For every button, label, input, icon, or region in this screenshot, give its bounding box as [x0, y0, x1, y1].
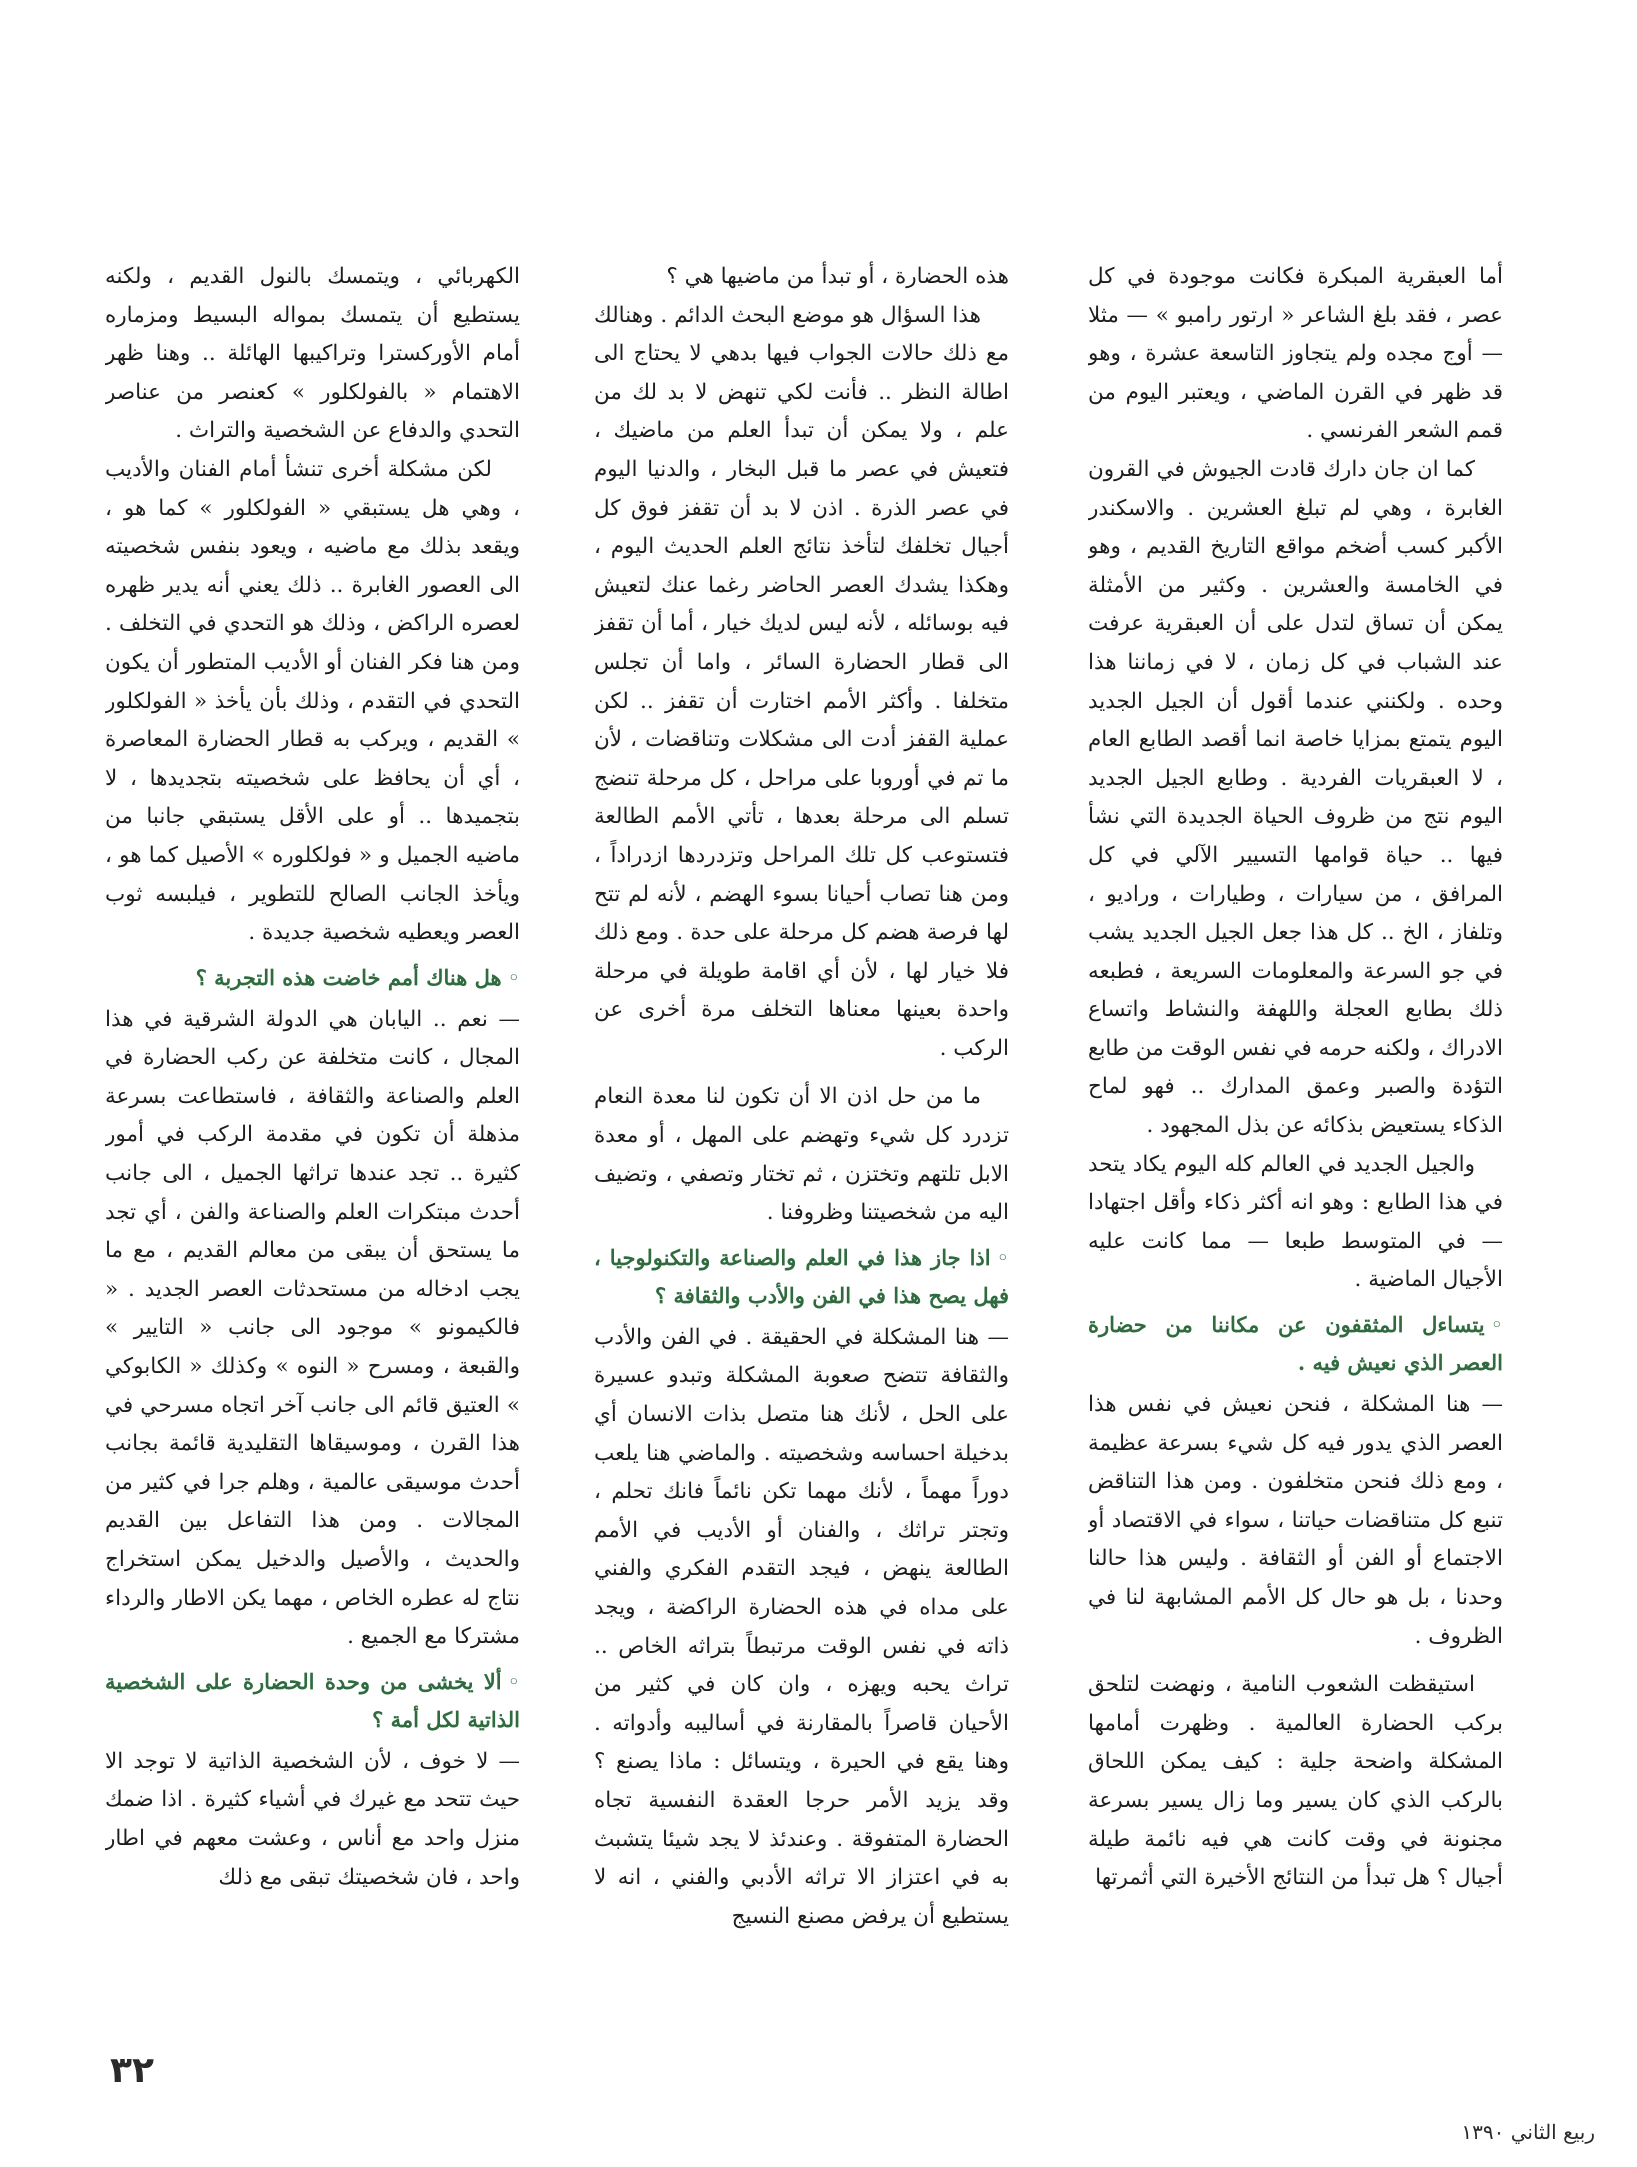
paragraph: — نعم .. اليابان هي الدولة الشرقية في هذا المجال ، كانت متخلفة عن ركب الحضارة في العلم والصناعة والثقافة ، فاستطاعت بسرعة مذهلة أن تكون في مقدمة الركب في أمور كثيرة .. تجد عندها تراثها الجميل ، الى جانب أحدث مبتكرات العلم والصناعة والفن ، أي تجد ما يستحق أن يبقى من معالم القديم ، مع ما يجب ادخاله من مستحدثات العصر الجديد . « فالكيمونو » موجود الى جانب « التايير » والقبعة ، ومسرح « النوه » وكذلك « الكابوكي » العتيق قائم الى جانب آخر اتجاه مسرحي في هذا القرن ، وموسيقاها التقليدية قائمة بجانب أحدث موسيقى عالمية ، وهلم جرا في كثير من المجالات . ومن هذا التفاعل بين القديم والحديث ، والأصيل والدخيل يمكن استخراج نتاج له عطره الخاص ، مهما يكن الاطار والرداء مشتركا مع الجميع . — [105, 1006, 520, 1650]
text-column-middle — [594, 258, 1009, 1998]
paragraph: الكهربائي ، ويتمسك بالنول القديم ، ولكنه يستطيع أن يتمسك بمواله البسيط ومزماره أمام الأوركسترا وتراكيبها الهائلة .. وهنا ظهر الاهتمام « بالفولكلور » كعنصر من عناصر التحدي والدفاع عن الشخصية والتراث . — [105, 264, 520, 444]
interview-question — [1088, 1306, 1503, 1382]
paragraph: — هنا المشكلة ، فنحن نعيش في نفس هذا العصر الذي يدور فيه كل شيء بسرعة عظيمة ، ومع ذلك فنحن متخلفون . ومن هذا التناقض تنبع كل متناقضات حياتنا ، سواء في الاقتصاد أو الاجتماع أو الفن أو الثقافة . وليس هذا حالنا وحدنا ، بل هو حال كل الأمم المشابهة لنا في الظروف . — [1088, 1392, 1503, 1649]
paragraph: كما ان جان دارك قادت الجيوش في القرون الغابرة ، وهي لم تبلغ العشرين . والاسكندر الأكبر كسب أضخم مواقع التاريخ القديم ، وهو في الخامسة والعشرين . وكثير من الأمثلة يمكن أن تساق لتدل على أن العبقرية عرفت عند الشباب في كل زمان ، لا في زماننا هذا وحده . ولكنني عندما أقول أن الجيل الجديد اليوم يتمتع بمزايا خاصة انما أقصد الطابع العام ، لا العبقريات الفردية . وطابع الجيل الجديد اليوم نتج من ظروف الحياة الجديدة التي نشأ فيها .. حياة قوامها التسيير الآلي في كل المرافق ، من سيارات ، وطيارات ، وراديو ، وتلفاز ، الخ .. كل هذا جعل الجيل الجديد يشب في جو السرعة والمعلومات السريعة ، فطبعه ذلك بطابع العجلة واللهفة والنشاط واتساع الادراك ، ولكنه حرمه في نفس الوقت من طابع التؤدة والصبر وعمق المدارك .. فهو لماح الذكاء يستعيض بذكائه عن بذل المجهود . — [1088, 456, 1503, 1139]
question-text: ألا يخشى من وحدة الحضارة على الشخصية الذاتية لكل أمة ؟ — [105, 1668, 520, 1732]
paragraph: — لا خوف ، لأن الشخصية الذاتية لا توجد الا حيث تتحد مع غيرك في أشياء كثيرة . اذا ضمك منزل واحد مع أناس ، وعشت معهم في اطار واحد ، فان شخصيتك تبقى مع ذلك — [105, 1748, 520, 1890]
interview-question — [105, 959, 520, 997]
paragraph: والجيل الجديد في العالم كله اليوم يكاد يتحد في هذا الطابع : وهو انه أكثر ذكاء وأقل اجتهادا — في المتوسط طبعا — مما كانت عليه الأجيال الماضية . — [1088, 1151, 1503, 1293]
page-number: ٣٢ — [110, 2050, 154, 2091]
paragraph: ما من حل اذن الا أن تكون لنا معدة النعام تزدرد كل شيء وتهضم على المهل ، أو معدة الابل تلتهم وتختزن ، ثم تختار وتصفي ، وتضيف اليه من شخصيتنا وظروفنا . — [594, 1084, 1009, 1226]
paragraph: هذه الحضارة ، أو تبدأ من ماضيها هي ؟ — [666, 264, 1009, 289]
paragraph: — هنا المشكلة في الحقيقة . في الفن والأدب والثقافة تتضح صعوبة المشكلة وتبدو عسيرة على الحل ، لأنك هنا متصل بذات الانسان أي بدخيلة احساسه وشخصيته . والماضي هنا يلعب دوراً مهماً ، لأنك مهما تكن نائماً فانك تحلم ، وتجتر تراثك ، والفنان أو الأديب في الأمم الطالعة ينهض ، فيجد التقدم الفكري والفني على مداه في هذه الحضارة الراكضة ، ويجد ذاته في نفس الوقت مرتبطاً بتراثه الخاص .. تراث يحبه ويهزه ، وان كان في كثير من الأحيان قاصراً بالمقارنة في أساليبه وأدواته . وهنا يقع في الحيرة ، ويتسائل : ماذا يصنع ؟ وقد يزيد الأمر حرجا العقدة النفسية تجاه الحضارة المتفوقة . وعندئذ لا يجد شيئا يتشبث به في اعتزاز الا تراثه الأدبي والفني ، انه لا يستطيع أن يرفض مصنع النسيج — [594, 1324, 1009, 1929]
text-column-left — [105, 258, 520, 1998]
question-text: يتساءل المثقفون عن مكاننا من حضارة العصر الذي نعيش فيه . — [1088, 1312, 1503, 1376]
paragraph: هذا السؤال هو موضع البحث الدائم . وهنالك مع ذلك حالات الجواب فيها بدهي لا يحتاج الى اطالة النظر .. فأنت لكي تنهض لا بد لك من علم ، ولا يمكن أن تبدأ العلم من ماضيك ، فتعيش في عصر ما قبل البخار ، والدنيا اليوم في عصر الذرة . اذن لا بد أن تقفز فوق كل أجيال تخلفك لتأخذ نتائج العلم الحديث اليوم ، وهكذا يشدك العصر الحاضر رغما عنك لتعيش فيه بوسائله ، لأنه ليس لديك خيار ، أما أن تقفز الى قطار الحضارة السائر ، واما أن تجلس متخلفا . وأكثر الأمم اختارت أن تقفز .. لكن عملية القفز أدت الى مشكلات وتناقضات ، لأن ما تم في أوروبا على مراحل ، كل مرحلة تنضج تسلم الى مرحلة بعدها ، تأتي الأمم الطالعة فتستوعب كل تلك المراحل وتزدردها ازدراداً ، ومن هنا تصاب أحيانا بسوء الهضم ، لأنه لم تتح لها فرصة هضم كل مرحلة على حدة . ومع ذلك فلا خيار لها ، لأن أي اقامة طويلة في مرحلة واحدة بعينها معناها التخلف مرة أخرى عن الركب . — [594, 302, 1009, 1061]
bullet-marker-icon: ◦ — [507, 1668, 520, 1694]
bullet-marker-icon: ◦ — [1490, 1312, 1503, 1338]
bullet-marker-icon: ◦ — [507, 964, 520, 990]
issue-footer: ربيع الثاني ١٣٩٠ — [1461, 2120, 1595, 2144]
question-text: هل هناك أمم خاضت هذه التجربة ؟ — [195, 964, 502, 990]
paragraph: استيقظت الشعوب النامية ، ونهضت لتلحق بركب الحضارة العالمية . وظهرت أمامها المشكلة واضحة جلية : كيف يمكن اللحاق بالركب الذي كان يسير وما زال يسير بسرعة مجنونة في وقت كانت هي فيه نائمة طيلة أجيال ؟ هل تبدأ من النتائج الأخيرة التي أثمرتها — [1088, 1672, 1503, 1891]
question-text: اذا جاز هذا في العلم والصناعة والتكنولوجيا ، فهل يصح هذا في الفن والأدب والثقافة ؟ — [594, 1244, 1009, 1308]
interview-question — [105, 1663, 520, 1739]
text-column-right — [1088, 258, 1503, 1998]
bullet-marker-icon: ◦ — [996, 1244, 1009, 1270]
paragraph: لكن مشكلة أخرى تنشأ أمام الفنان والأديب ، وهي هل يستبقي « الفولكلور » كما هو ، ويقعد بذلك مع ماضيه ، ويعود بنفس شخصيته الى العصور الغابرة .. ذلك يعني أنه يدير ظهره لعصره الراكض ، وذلك هو التحدي في التخلف . ومن هنا فكر الفنان أو الأديب المتطور أن يكون التحدي في التقدم ، وذلك بأن يأخذ « الفولكلور » القديم ، ويركب به قطار الحضارة المعاصرة ، أي أن يحافظ على شخصيته بتجديدها ، لا بتجميدها .. أو على الأقل يستبقي جانبا من ماضيه الجميل و « فولكلوره » الأصيل كما هو ، ويأخذ الجانب الصالح للتطوير ، فيلبسه ثوب العصر ويعطيه شخصية جديدة . — [105, 456, 520, 946]
paragraph: أما العبقرية المبكرة فكانت موجودة في كل عصر ، فقد بلغ الشاعر « ارتور رامبو » — مثلا — أوج مجده ولم يتجاوز التاسعة عشرة ، وهو قد ظهر في القرن الماضي ، ويعتبر اليوم من قمم الشعر الفرنسي . — [1088, 264, 1503, 444]
interview-question — [594, 1239, 1009, 1315]
